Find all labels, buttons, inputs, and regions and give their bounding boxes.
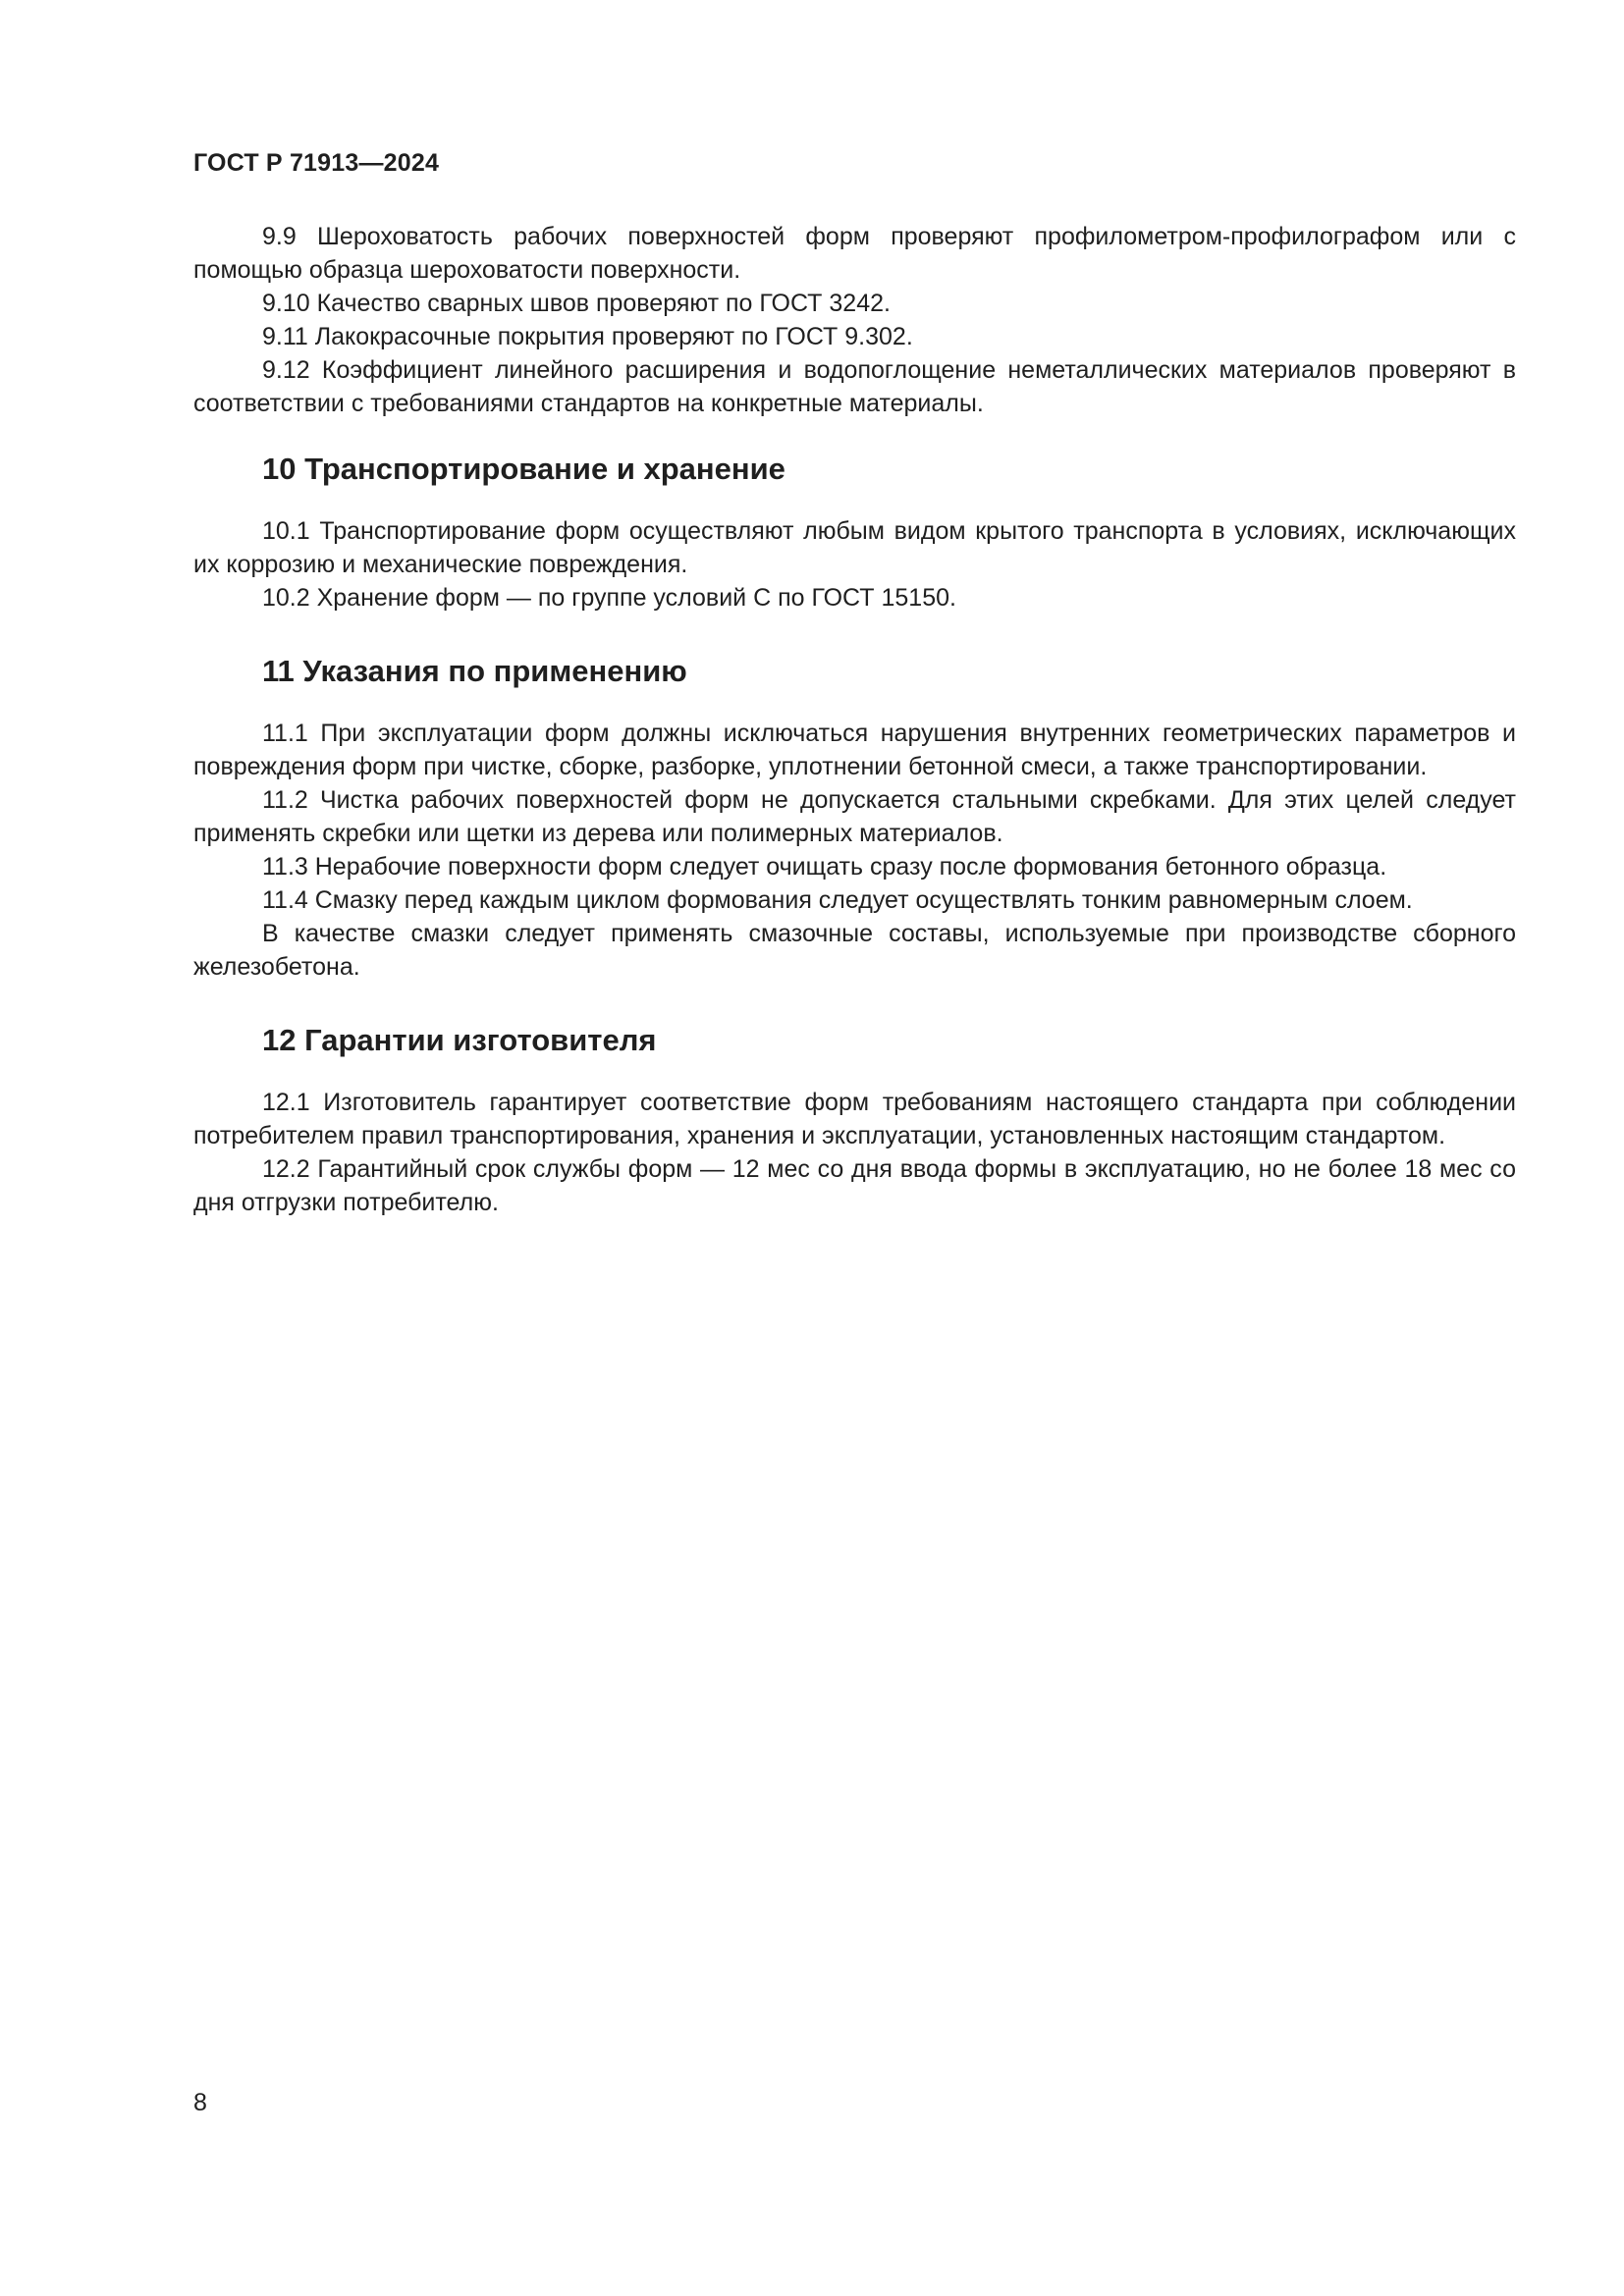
page-number: 8 [193,2089,207,2116]
paragraph-11-3: 11.3 Нерабочие поверхности форм следует очищать сразу после формования бетонного образца. [262,853,1387,881]
paragraph-9-10: 9.10 Качество сварных швов проверяют по ГОСТ 3242. [262,290,891,317]
paragraph-12-1: 12.1 Изготовитель гарантирует соответствие форм требованиям настоящего стандарта при соблюдении потребителем правил транспортирования, хранения и эксплуатации, установленных настоящим стандартом. [193,1089,1516,1149]
paragraph-9-12: 9.12 Коэффициент линейного расширения и водопоглощение неметаллических материалов проверяют в соответствии с требованиями стандартов на конкретные материалы. [193,356,1516,417]
document-body [193,220,1516,1219]
paragraph-10-2: 10.2 Хранение форм — по группе условий С по ГОСТ 15150. [262,584,956,612]
paragraph-9-9: 9.9 Шероховатость рабочих поверхностей форм проверяют профилометром-профилографом или с помощью образца шероховатости поверхности. [193,223,1516,284]
document-code-header: ГОСТ Р 71913—2024 [193,149,440,177]
paragraph-11-4: 11.4 Смазку перед каждым циклом формования следует осуществлять тонким равномерным слоем. [262,886,1413,914]
section-10-heading: 10 Транспортирование и хранение [262,452,785,486]
section-11-heading: 11 Указания по применению [262,654,687,688]
paragraph-9-11: 9.11 Лакокрасочные покрытия проверяют по ГОСТ 9.302. [262,323,913,350]
paragraph-11-2: 11.2 Чистка рабочих поверхностей форм не допускается стальными скребками. Для этих целей следует применять скребки или щетки из дерева или полимерных материалов. [193,786,1516,847]
paragraph-11-4-lubricant: В качестве смазки следует применять смазочные составы, используемые при производстве сборного железобетона. [193,920,1516,981]
paragraph-12-2: 12.2 Гарантийный срок службы форм — 12 мес со дня ввода формы в эксплуатацию, но не более 18 мес со дня отгрузки потребителю. [193,1155,1516,1216]
paragraph-11-1: 11.1 При эксплуатации форм должны исключаться нарушения внутренних геометрических параметров и повреждения форм при чистке, сборке, разборке, уплотнении бетонной смеси, а также транспортировании. [193,720,1516,780]
section-12-heading: 12 Гарантии изготовителя [262,1023,657,1057]
paragraph-10-1: 10.1 Транспортирование форм осуществляют любым видом крытого транспорта в условиях, исключающих их коррозию и механические повреждения. [193,517,1516,578]
